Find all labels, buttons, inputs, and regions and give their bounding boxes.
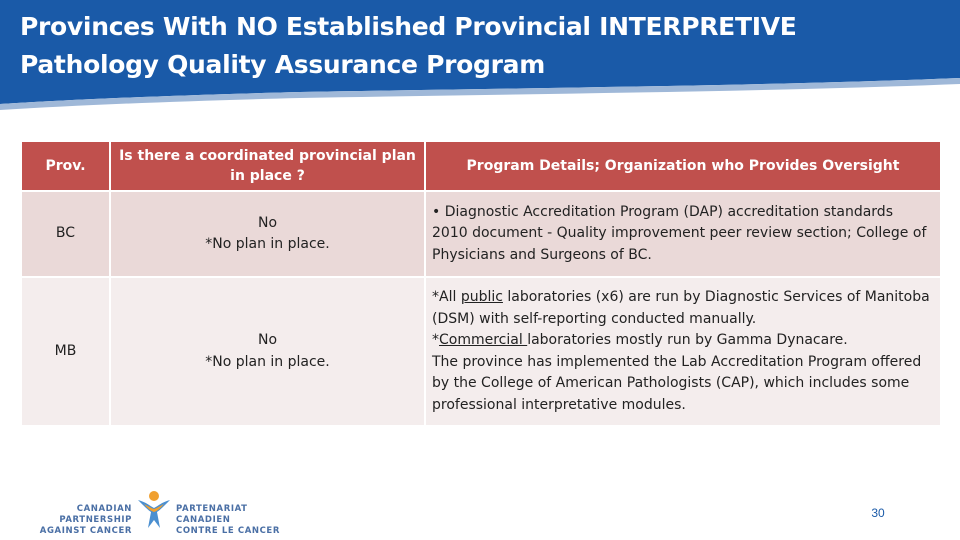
header-prov: Prov. [22,142,109,190]
details-text: laboratories mostly run by Gamma Dynacare. [527,332,848,348]
details-paragraph: The province has implemented the Lab Accreditation Program offered by the College of American Pathologists (CAP), which includes some professional interpretative modules. [432,353,922,413]
cell-details [426,278,940,425]
logo-figure-icon [136,490,172,530]
logo-en-line2: AGAINST CANCER [39,526,132,536]
logo-en-line1: CANADIAN PARTNERSHIP [59,504,132,525]
title-line-2: Pathology Quality Assurance Program [20,50,545,79]
table-row-mb [22,278,940,425]
cell-prov: MB [22,278,109,425]
details-text: laboratories (x6) are run by Diagnostic Services of Manitoba (DSM) with self-reporting conducted manually. [432,289,930,327]
table-row-bc [22,192,940,276]
details-underlined: public [460,289,503,305]
details-paragraph [432,287,932,330]
header-plan: Is there a coordinated provincial plan in place ? [111,142,424,190]
cell-prov: BC [22,192,109,276]
logo-fr-line2: CONTRE LE CANCER [176,526,280,536]
plan-answer: No [257,332,278,348]
cell-plan [111,278,424,425]
title-line-1: Provinces With NO Established Provincial INTERPRETIVE [20,12,797,41]
logo-fr [176,504,294,537]
partnership-logo [24,488,294,536]
logo-fr-line1: PARTENARIAT CANADIEN [176,504,248,525]
plan-note: *No plan in place. [205,353,330,370]
table-header-row [22,142,940,190]
details-paragraph [432,330,932,352]
cell-plan [111,192,424,276]
header-details: Program Details; Organization who Provides Oversight [426,142,940,190]
plan-answer: No [257,214,278,231]
slide-header [0,0,960,110]
cell-details: • Diagnostic Accreditation Program (DAP) accreditation standards 2010 document - Quality improvement peer review section; College of Physicians and Surgeons of BC. [426,192,940,276]
details-text: *All [432,289,461,305]
logo-en [24,504,132,537]
details-text: * [432,332,439,348]
details-underlined: Commercial [439,332,528,348]
plan-note: *No plan in place. [205,236,330,252]
page-title [20,8,920,84]
page-number: 30 [871,506,885,520]
